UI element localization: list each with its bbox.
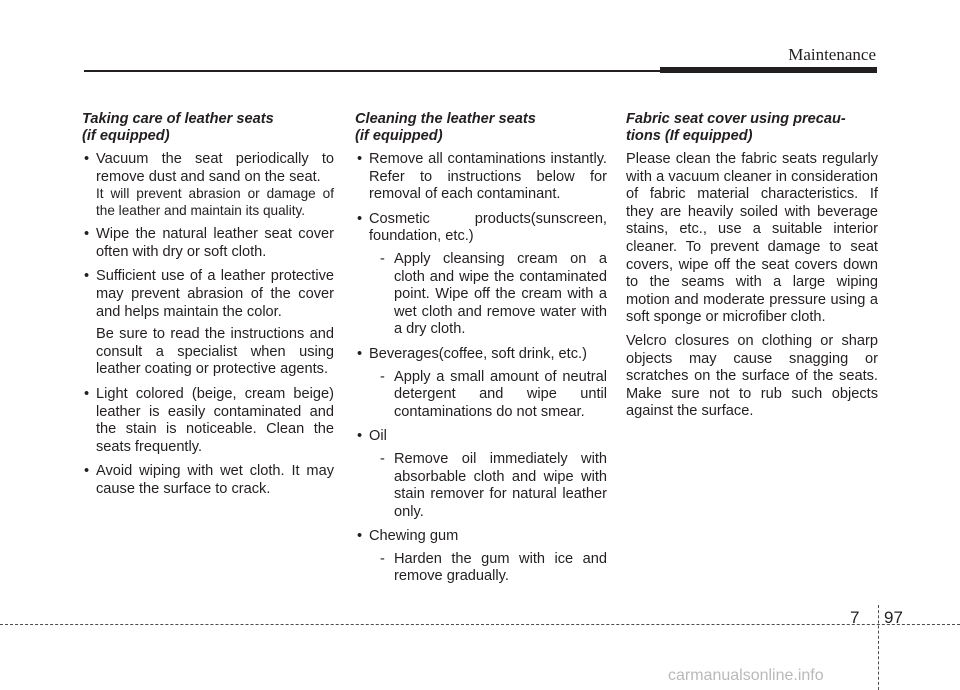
bullet-list (82, 151, 334, 499)
column-heading: Fabric seat cover using precau- tions (If equipped) (626, 111, 846, 144)
header-rule (84, 70, 662, 72)
footer-divider (878, 605, 879, 690)
chapter-number: 7 (850, 608, 860, 627)
column-heading: Cleaning the leather seats (if equipped) (355, 111, 536, 144)
paragraph: Velcro closures on clothing or sharp objects may cause snagging or scratches on the surface of the seats. Make sure not to rub such objects against the surface. (626, 332, 878, 420)
paragraph: Please clean the fabric seats regularly with a vacuum cleaner in consideration of fabric material characteristics. If they are heavily soiled with beverage stains, etc., use a suitable interior cleaner. To prevent damage to seat covers, wipe off the seat covers down to the seams with a large wiping motion and moderate pressure using a soft sponge or microfiber cloth. (626, 151, 878, 326)
list-item: • Avoid wiping with wet cloth. It may cause the surface to crack. (82, 463, 334, 498)
list-item: • Light colored (beige, cream beige) leather is easily contaminated and the stain is noticeable. Clean the seats frequently. (82, 386, 334, 456)
list-item: • Oil - Remove oil immediately with absorbable cloth and wipe with stain remover for natural leather only. (355, 428, 607, 521)
watermark: carmanualsonline.info (668, 667, 824, 684)
column-leather-care (82, 111, 334, 506)
column-heading: Taking care of leather seats (if equipped) (82, 111, 274, 144)
list-item: • Sufficient use of a leather protective may prevent abrasion of the cover and helps maintain the color. Be sure to read the instructions and consult a specialist when using leather coating or protective agents. (82, 268, 334, 379)
header-rule-accent (660, 67, 877, 73)
column-leather-cleaning (355, 111, 607, 593)
list-item: • Vacuum the seat periodically to remove dust and sand on the seat. It will prevent abrasion or damage of the leather and maintain its quality. (82, 151, 334, 219)
list-item: • Cosmetic products(sunscreen, foundation, etc.) - Apply cleansing cream on a cloth and wipe the contaminated point. Wipe off the cream with a wet cloth and remove water with a dry cloth. (355, 211, 607, 339)
note-text: Be sure to read the instructions and consult a specialist when using leather coating or protective agents. (96, 326, 334, 378)
sub-item: - Harden the gum with ice and remove gradually. (380, 550, 607, 585)
list-item: • Wipe the natural leather seat cover often with dry or soft cloth. (82, 226, 334, 261)
list-item: • Beverages(coffee, soft drink, etc.) - Apply a small amount of neutral detergent and wipe until contaminations do not smear. (355, 346, 607, 421)
page-number: 97 (884, 608, 903, 627)
list-item: • Remove all contaminations instantly. Refer to instructions below for removal of each contaminant. (355, 151, 607, 204)
footer-rule (0, 624, 960, 625)
list-item: • Chewing gum - Harden the gum with ice and remove gradually. (355, 528, 607, 586)
bullet-list (355, 151, 607, 586)
sub-item: - Remove oil immediately with absorbable cloth and wipe with stain remover for natural leather only. (380, 450, 607, 520)
sub-item: - Apply a small amount of neutral detergent and wipe until contaminations do not smear. (380, 368, 607, 420)
column-fabric-seat (626, 111, 878, 427)
sub-item: - Apply cleansing cream on a cloth and wipe the contaminated point. Wipe off the cream with a wet cloth and remove water with a dry cloth. (380, 250, 607, 338)
section-title: Maintenance (788, 45, 876, 64)
